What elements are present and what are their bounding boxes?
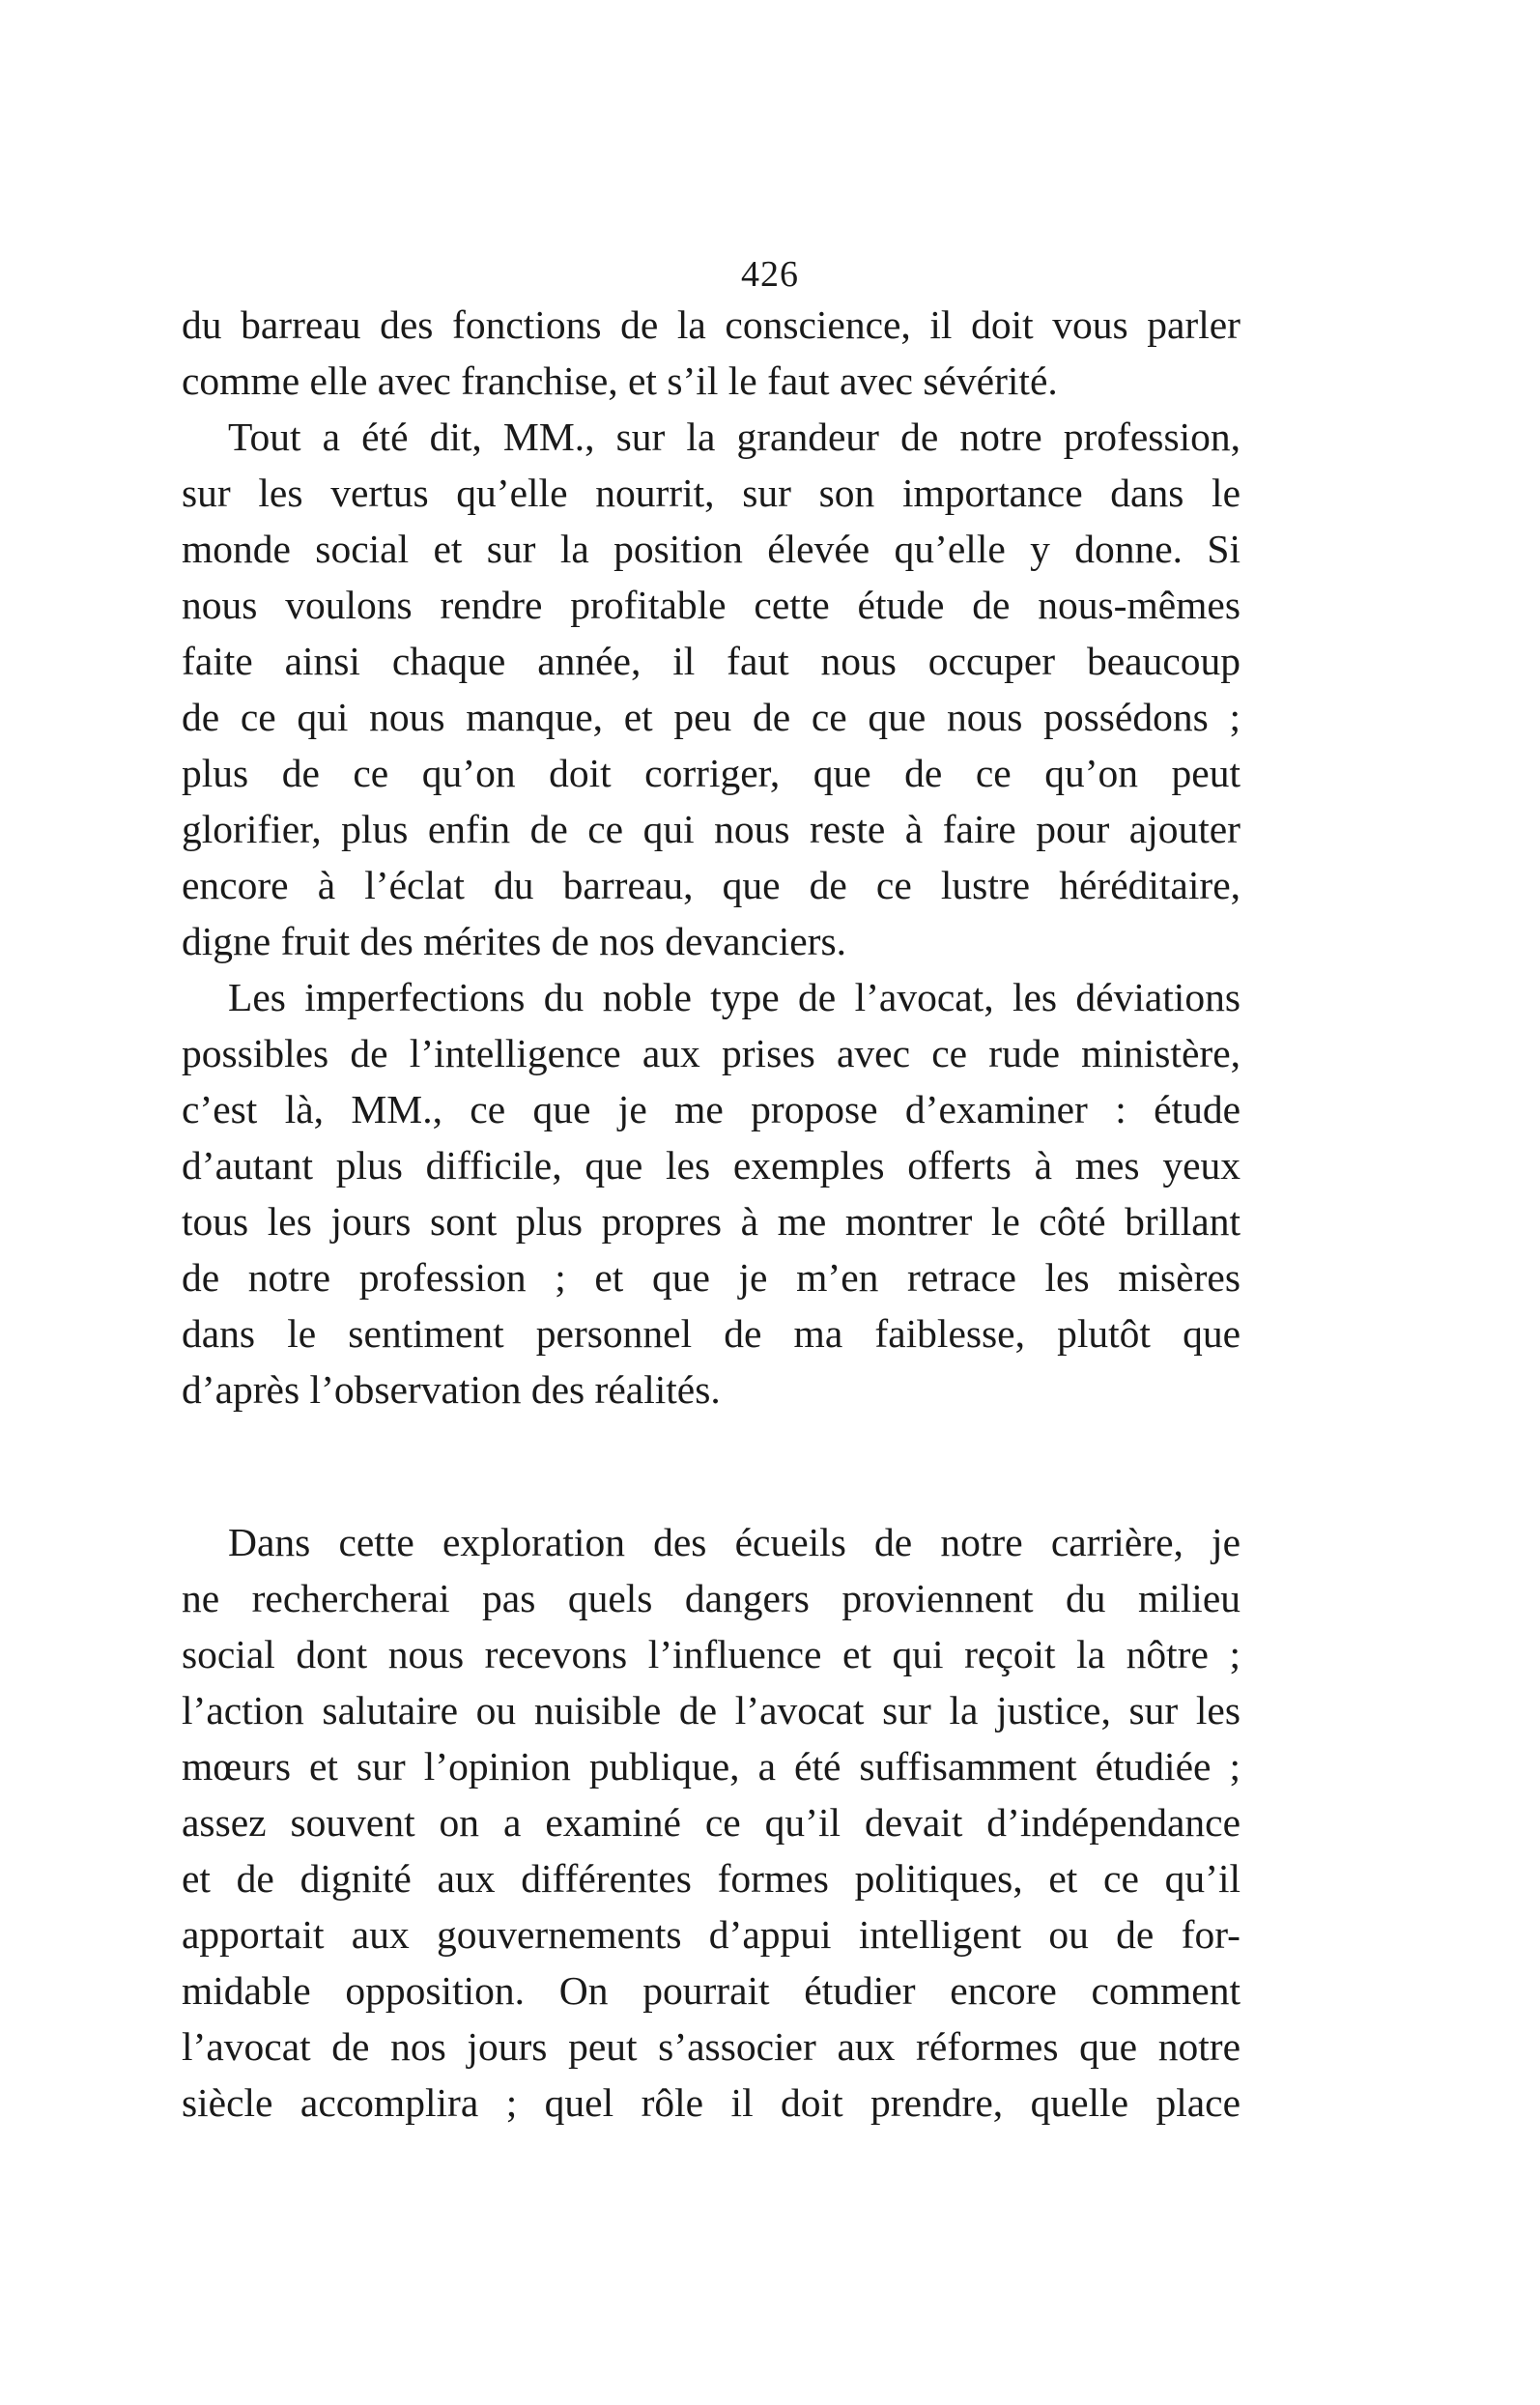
text-line: assez souvent on a examiné ce qu’il devait d’indépendance bbox=[182, 1800, 1241, 1845]
text-line: monde social et sur la position élevée qu’elle y donne. Si bbox=[182, 527, 1241, 571]
text-line: apportait aux gouvernements d’appui intelligent ou de for- bbox=[182, 1912, 1241, 1957]
text-line: glorifier, plus enfin de ce qui nous reste à faire pour ajouter bbox=[182, 807, 1241, 851]
text-line: tous les jours sont plus propres à me montrer le côté brillant bbox=[182, 1199, 1241, 1244]
text-line: de ce qui nous manque, et peu de ce que nous possédons ; bbox=[182, 695, 1241, 739]
text-line: d’autant plus difficile, que les exemples offerts à mes yeux bbox=[182, 1143, 1241, 1188]
text-line: possibles de l’intelligence aux prises avec ce rude ministère, bbox=[182, 1031, 1241, 1075]
text-line: de notre profession ; et que je m’en retrace les misères bbox=[182, 1255, 1241, 1300]
text-line: et de dignité aux différentes formes politiques, et ce qu’il bbox=[182, 1856, 1241, 1901]
text-line: Tout a été dit, MM., sur la grandeur de notre profession, bbox=[228, 415, 1241, 459]
text-line: plus de ce qu’on doit corriger, que de ce qu’on peut bbox=[182, 751, 1241, 795]
page-number: 426 bbox=[741, 254, 799, 295]
text-line: faite ainsi chaque année, il faut nous occuper beaucoup bbox=[182, 639, 1241, 683]
text-line: c’est là, MM., ce que je me propose d’examiner : étude bbox=[182, 1087, 1241, 1131]
text-line: encore à l’éclat du barreau, que de ce lustre héréditaire, bbox=[182, 863, 1241, 907]
text-line: nous voulons rendre profitable cette étude de nous-mêmes bbox=[182, 583, 1241, 627]
text-line: d’après l’observation des réalités. bbox=[182, 1367, 721, 1412]
text-line: du barreau des fonctions de la conscience, il doit vous parler bbox=[182, 302, 1241, 347]
text-line: midable opposition. On pourrait étudier encore comment bbox=[182, 1968, 1241, 2013]
text-line: social dont nous recevons l’influence et qui reçoit la nôtre ; bbox=[182, 1632, 1241, 1676]
text-line: Dans cette exploration des écueils de notre carrière, je bbox=[228, 1520, 1241, 1564]
text-line: ne rechercherai pas quels dangers proviennent du milieu bbox=[182, 1576, 1241, 1620]
text-line: l’avocat de nos jours peut s’associer aux réformes que notre bbox=[182, 2024, 1241, 2069]
text-line: digne fruit des mérites de nos devanciers. bbox=[182, 919, 846, 963]
text-line: l’action salutaire ou nuisible de l’avocat sur la justice, sur les bbox=[182, 1688, 1241, 1732]
text-line: Les imperfections du noble type de l’avocat, les déviations bbox=[228, 975, 1241, 1019]
text-line: dans le sentiment personnel de ma faiblesse, plutôt que bbox=[182, 1311, 1241, 1356]
text-line: siècle accomplira ; quel rôle il doit prendre, quelle place bbox=[182, 2080, 1241, 2125]
text-line: sur les vertus qu’elle nourrit, sur son importance dans le bbox=[182, 471, 1241, 515]
text-line: comme elle avec franchise, et s’il le faut avec sévérité. bbox=[182, 358, 1058, 403]
text-line: mœurs et sur l’opinion publique, a été suffisamment étudiée ; bbox=[182, 1744, 1241, 1789]
